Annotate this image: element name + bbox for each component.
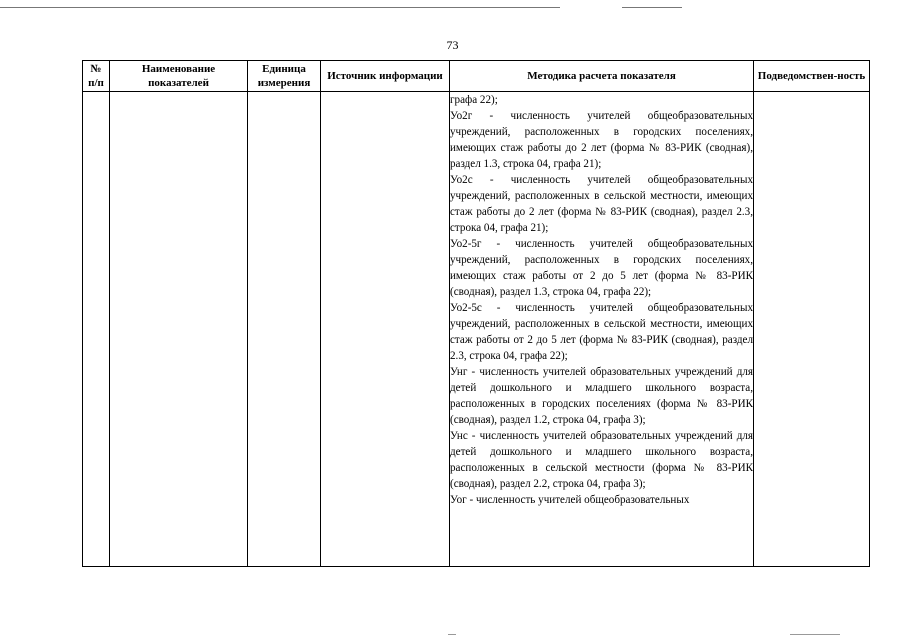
top-rule-left: [0, 7, 560, 8]
cell-subordination: [754, 92, 870, 567]
method-entry: Уо2г - численность учителей общеобразовательных учреждений, расположенных в городских поселениях, имеющих стаж работы до 2 лет (форма № 83-РИК (сводная), раздел 1.3, строка 04, графа 21);: [450, 110, 753, 170]
method-entry: Уо2-5г - численность учителей общеобразовательных учреждений, расположенных в городских поселениях, имеющих стаж работы от 2 до 5 лет (форма № 83-РИК (сводная), раздел 1.3, строка 04, графа 22);: [450, 238, 753, 298]
header-method: Методика расчета показателя: [450, 61, 754, 92]
header-subordination: Подведомствен-ность: [754, 61, 870, 92]
method-entry: Унг - численность учителей образовательных учреждений для детей дошкольного и младшего школьного возраста, расположенных в городских поселениях (форма № 83-РИК (сводная), раздел 1.2, строка 04, графа 3);: [450, 366, 753, 426]
method-entry: Унс - численность учителей образовательных учреждений для детей дошкольного и младшего школьного возраста, расположенных в сельской местности (форма № 83-РИК (сводная), раздел 2.2, строка 04, графа 3);: [450, 430, 753, 490]
method-entry: графа 22);: [450, 94, 498, 106]
table-header-row: [83, 61, 870, 92]
cell-unit: [248, 92, 321, 567]
cell-source: [321, 92, 450, 567]
bottom-rule-right: [790, 634, 840, 635]
top-rule-right: [622, 7, 682, 8]
header-unit: Единица измерения: [248, 61, 321, 92]
method-entry: Уо2-5с - численность учителей общеобразовательных учреждений, расположенных в сельской местности, имеющих стаж работы от 2 до 5 лет (форма № 83-РИК (сводная), раздел 2.3, строка 04, графа 22);: [450, 302, 753, 362]
cell-number: [83, 92, 110, 567]
header-indicator-name: Наименование показателей: [110, 61, 248, 92]
bottom-rule-left: [448, 634, 456, 635]
method-entry: Уог - численность учителей общеобразовательных: [450, 494, 690, 506]
indicator-table: [82, 60, 870, 567]
cell-indicator-name: [110, 92, 248, 567]
method-entry: Уо2с - численность учителей общеобразовательных учреждений, расположенных в сельской местности, имеющих стаж работы до 2 лет (форма № 83-РИК (сводная), раздел 2.3, строка 04, графа 21);: [450, 174, 753, 234]
header-number: № п/п: [83, 61, 110, 92]
cell-method: [450, 92, 754, 567]
page-number: 73: [446, 38, 459, 52]
table-row: [83, 92, 870, 567]
header-source: Источник информации: [321, 61, 450, 92]
